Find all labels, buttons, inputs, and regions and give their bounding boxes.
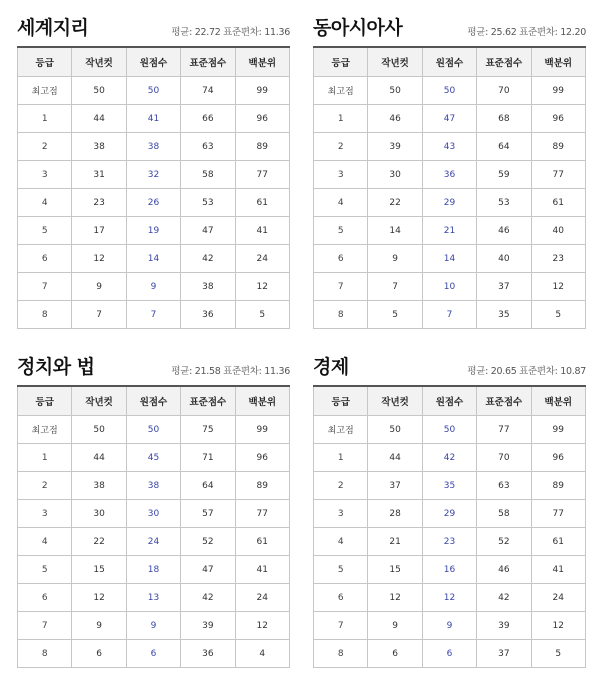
raw-score-cell: 42 — [422, 444, 476, 472]
column-header-standard-score: 표준점수 — [477, 47, 531, 77]
last-year-cut-cell: 30 — [368, 161, 422, 189]
subject-title: 세계지리 — [17, 17, 89, 39]
raw-score-cell: 26 — [126, 189, 180, 217]
table-row — [314, 273, 586, 301]
block-header — [313, 341, 586, 385]
percentile-cell: 61 — [235, 189, 289, 217]
table-row — [18, 528, 290, 556]
last-year-cut-cell: 44 — [72, 444, 126, 472]
block-header — [17, 2, 290, 46]
grade-cell: 2 — [18, 133, 72, 161]
table-row — [314, 444, 586, 472]
last-year-cut-cell: 28 — [368, 500, 422, 528]
standard-score-cell: 36 — [181, 301, 235, 329]
table-row — [18, 161, 290, 189]
percentile-cell: 96 — [531, 105, 585, 133]
grade-cell: 7 — [314, 612, 368, 640]
percentile-cell: 12 — [531, 273, 585, 301]
standard-score-cell: 58 — [477, 500, 531, 528]
percentile-cell: 5 — [531, 640, 585, 668]
last-year-cut-cell: 6 — [368, 640, 422, 668]
standard-score-cell: 74 — [181, 77, 235, 105]
percentile-cell: 24 — [235, 245, 289, 273]
last-year-cut-cell: 39 — [368, 133, 422, 161]
table-row — [18, 472, 290, 500]
raw-score-cell: 12 — [422, 584, 476, 612]
grade-cell: 4 — [18, 528, 72, 556]
percentile-cell: 99 — [531, 416, 585, 444]
standard-score-cell: 68 — [477, 105, 531, 133]
percentile-cell: 12 — [235, 612, 289, 640]
last-year-cut-cell: 15 — [72, 556, 126, 584]
raw-score-cell: 9 — [126, 273, 180, 301]
percentile-cell: 5 — [531, 301, 585, 329]
percentile-cell: 89 — [531, 133, 585, 161]
last-year-cut-cell: 50 — [368, 416, 422, 444]
column-header-last-year-cut: 작년컷 — [368, 47, 422, 77]
table-row — [18, 584, 290, 612]
last-year-cut-cell: 14 — [368, 217, 422, 245]
raw-score-cell: 36 — [422, 161, 476, 189]
grade-cell: 4 — [18, 189, 72, 217]
percentile-cell: 96 — [235, 444, 289, 472]
grade-cell: 8 — [18, 301, 72, 329]
table-row — [314, 217, 586, 245]
table-row — [18, 77, 290, 105]
last-year-cut-cell: 12 — [72, 245, 126, 273]
last-year-cut-cell: 21 — [368, 528, 422, 556]
grade-cell: 5 — [18, 556, 72, 584]
column-header-grade: 등급 — [314, 386, 368, 416]
percentile-cell: 96 — [531, 444, 585, 472]
table-row — [314, 556, 586, 584]
standard-score-cell: 42 — [181, 245, 235, 273]
percentile-cell: 24 — [235, 584, 289, 612]
raw-score-cell: 38 — [126, 472, 180, 500]
table-row — [18, 500, 290, 528]
raw-score-cell: 35 — [422, 472, 476, 500]
last-year-cut-cell: 50 — [72, 77, 126, 105]
raw-score-cell: 6 — [422, 640, 476, 668]
raw-score-cell: 14 — [126, 245, 180, 273]
percentile-cell: 99 — [235, 77, 289, 105]
standard-score-cell: 57 — [181, 500, 235, 528]
raw-score-cell: 9 — [422, 612, 476, 640]
percentile-cell: 77 — [235, 500, 289, 528]
grade-table — [313, 46, 586, 329]
table-row — [18, 133, 290, 161]
raw-score-cell: 7 — [422, 301, 476, 329]
block-header — [17, 341, 290, 385]
percentile-cell: 77 — [235, 161, 289, 189]
raw-score-cell: 18 — [126, 556, 180, 584]
grade-cell: 1 — [18, 105, 72, 133]
table-block-world-geography — [17, 2, 290, 329]
percentile-cell: 77 — [531, 500, 585, 528]
raw-score-cell: 16 — [422, 556, 476, 584]
standard-score-cell: 75 — [181, 416, 235, 444]
percentile-cell: 77 — [531, 161, 585, 189]
raw-score-cell: 7 — [126, 301, 180, 329]
last-year-cut-cell: 23 — [72, 189, 126, 217]
percentile-cell: 5 — [235, 301, 289, 329]
table-row — [18, 245, 290, 273]
standard-score-cell: 39 — [477, 612, 531, 640]
score-stats: 평균: 20.65 표준편차: 10.87 — [467, 366, 586, 377]
percentile-cell: 12 — [531, 612, 585, 640]
percentile-cell: 41 — [235, 217, 289, 245]
column-header-last-year-cut: 작년컷 — [72, 386, 126, 416]
table-block-politics-and-law — [17, 341, 290, 668]
last-year-cut-cell: 17 — [72, 217, 126, 245]
table-row — [314, 640, 586, 668]
percentile-cell: 23 — [531, 245, 585, 273]
table-row — [314, 416, 586, 444]
grade-cell: 5 — [314, 556, 368, 584]
table-row — [18, 217, 290, 245]
raw-score-cell: 50 — [126, 416, 180, 444]
grade-cell: 최고점 — [314, 77, 368, 105]
column-header-raw-score: 원점수 — [126, 47, 180, 77]
block-header — [313, 2, 586, 46]
percentile-cell: 24 — [531, 584, 585, 612]
table-block-economics — [313, 341, 586, 668]
last-year-cut-cell: 9 — [72, 273, 126, 301]
last-year-cut-cell: 5 — [368, 301, 422, 329]
percentile-cell: 96 — [235, 105, 289, 133]
header-row — [314, 386, 586, 416]
last-year-cut-cell: 7 — [368, 273, 422, 301]
column-header-raw-score: 원점수 — [422, 386, 476, 416]
subject-title: 정치와 법 — [17, 356, 95, 378]
grade-cell: 3 — [314, 161, 368, 189]
standard-score-cell: 53 — [181, 189, 235, 217]
last-year-cut-cell: 9 — [368, 245, 422, 273]
column-header-percentile: 백분위 — [531, 386, 585, 416]
last-year-cut-cell: 9 — [368, 612, 422, 640]
grade-cell: 1 — [314, 444, 368, 472]
standard-score-cell: 64 — [181, 472, 235, 500]
table-row — [314, 133, 586, 161]
grade-cell: 5 — [314, 217, 368, 245]
last-year-cut-cell: 31 — [72, 161, 126, 189]
table-row — [314, 245, 586, 273]
grade-cell: 6 — [314, 584, 368, 612]
grade-cell: 8 — [18, 640, 72, 668]
column-header-grade: 등급 — [18, 386, 72, 416]
table-row — [18, 612, 290, 640]
standard-score-cell: 52 — [181, 528, 235, 556]
grade-cell: 최고점 — [18, 416, 72, 444]
column-header-raw-score: 원점수 — [422, 47, 476, 77]
standard-score-cell: 47 — [181, 556, 235, 584]
percentile-cell: 61 — [531, 189, 585, 217]
table-row — [18, 556, 290, 584]
raw-score-cell: 32 — [126, 161, 180, 189]
raw-score-cell: 13 — [126, 584, 180, 612]
table-row — [18, 273, 290, 301]
table-row — [314, 77, 586, 105]
last-year-cut-cell: 44 — [368, 444, 422, 472]
table-row — [314, 584, 586, 612]
standard-score-cell: 42 — [181, 584, 235, 612]
grade-cell: 6 — [314, 245, 368, 273]
table-row — [18, 105, 290, 133]
percentile-cell: 99 — [531, 77, 585, 105]
grade-cell: 3 — [314, 500, 368, 528]
table-row — [18, 444, 290, 472]
score-stats: 평균: 25.62 표준편차: 12.20 — [467, 27, 586, 38]
grade-cell: 4 — [314, 528, 368, 556]
table-row — [314, 189, 586, 217]
header-row — [18, 47, 290, 77]
grade-cell: 6 — [18, 584, 72, 612]
table-row — [314, 472, 586, 500]
percentile-cell: 12 — [235, 273, 289, 301]
standard-score-cell: 66 — [181, 105, 235, 133]
grade-cell: 7 — [18, 273, 72, 301]
raw-score-cell: 45 — [126, 444, 180, 472]
standard-score-cell: 53 — [477, 189, 531, 217]
percentile-cell: 61 — [531, 528, 585, 556]
raw-score-cell: 43 — [422, 133, 476, 161]
grade-cell: 7 — [18, 612, 72, 640]
standard-score-cell: 59 — [477, 161, 531, 189]
grade-cell: 2 — [314, 133, 368, 161]
standard-score-cell: 63 — [181, 133, 235, 161]
grade-cell: 8 — [314, 640, 368, 668]
column-header-raw-score: 원점수 — [126, 386, 180, 416]
standard-score-cell: 38 — [181, 273, 235, 301]
table-row — [314, 161, 586, 189]
grade-table — [313, 385, 586, 668]
raw-score-cell: 10 — [422, 273, 476, 301]
percentile-cell: 41 — [531, 556, 585, 584]
standard-score-cell: 36 — [181, 640, 235, 668]
standard-score-cell: 71 — [181, 444, 235, 472]
table-row — [18, 301, 290, 329]
standard-score-cell: 46 — [477, 217, 531, 245]
grade-cell: 4 — [314, 189, 368, 217]
header-row — [314, 47, 586, 77]
grade-cell: 3 — [18, 500, 72, 528]
standard-score-cell: 40 — [477, 245, 531, 273]
raw-score-cell: 30 — [126, 500, 180, 528]
grade-cell: 2 — [314, 472, 368, 500]
raw-score-cell: 14 — [422, 245, 476, 273]
last-year-cut-cell: 22 — [368, 189, 422, 217]
percentile-cell: 89 — [531, 472, 585, 500]
grade-cell: 최고점 — [18, 77, 72, 105]
standard-score-cell: 64 — [477, 133, 531, 161]
standard-score-cell: 37 — [477, 640, 531, 668]
raw-score-cell: 19 — [126, 217, 180, 245]
column-header-standard-score: 표준점수 — [181, 47, 235, 77]
table-row — [314, 500, 586, 528]
standard-score-cell: 52 — [477, 528, 531, 556]
standard-score-cell: 46 — [477, 556, 531, 584]
grade-cell: 5 — [18, 217, 72, 245]
last-year-cut-cell: 38 — [72, 133, 126, 161]
standard-score-cell: 70 — [477, 444, 531, 472]
last-year-cut-cell: 50 — [368, 77, 422, 105]
raw-score-cell: 24 — [126, 528, 180, 556]
table-row — [314, 301, 586, 329]
raw-score-cell: 38 — [126, 133, 180, 161]
grade-cell: 1 — [314, 105, 368, 133]
score-stats: 평균: 22.72 표준편차: 11.36 — [171, 27, 290, 38]
percentile-cell: 61 — [235, 528, 289, 556]
subject-title: 경제 — [313, 356, 349, 378]
last-year-cut-cell: 15 — [368, 556, 422, 584]
last-year-cut-cell: 37 — [368, 472, 422, 500]
raw-score-cell: 9 — [126, 612, 180, 640]
table-block-east-asian-history — [313, 2, 586, 329]
raw-score-cell: 6 — [126, 640, 180, 668]
last-year-cut-cell: 22 — [72, 528, 126, 556]
table-row — [314, 528, 586, 556]
table-row — [314, 612, 586, 640]
standard-score-cell: 37 — [477, 273, 531, 301]
percentile-cell: 4 — [235, 640, 289, 668]
last-year-cut-cell: 12 — [72, 584, 126, 612]
standard-score-cell: 58 — [181, 161, 235, 189]
last-year-cut-cell: 46 — [368, 105, 422, 133]
grade-cell: 3 — [18, 161, 72, 189]
raw-score-cell: 50 — [422, 77, 476, 105]
column-header-percentile: 백분위 — [235, 386, 289, 416]
column-header-standard-score: 표준점수 — [181, 386, 235, 416]
standard-score-cell: 47 — [181, 217, 235, 245]
header-row — [18, 386, 290, 416]
raw-score-cell: 41 — [126, 105, 180, 133]
raw-score-cell: 29 — [422, 500, 476, 528]
table-row — [18, 640, 290, 668]
last-year-cut-cell: 7 — [72, 301, 126, 329]
grade-cell: 8 — [314, 301, 368, 329]
grade-cell: 2 — [18, 472, 72, 500]
table-row — [18, 416, 290, 444]
standard-score-cell: 77 — [477, 416, 531, 444]
subject-title: 동아시아사 — [313, 17, 403, 39]
percentile-cell: 99 — [235, 416, 289, 444]
grade-table — [17, 385, 290, 668]
raw-score-cell: 50 — [126, 77, 180, 105]
standard-score-cell: 35 — [477, 301, 531, 329]
standard-score-cell: 39 — [181, 612, 235, 640]
standard-score-cell: 42 — [477, 584, 531, 612]
grade-table — [17, 46, 290, 329]
last-year-cut-cell: 6 — [72, 640, 126, 668]
standard-score-cell: 70 — [477, 77, 531, 105]
last-year-cut-cell: 44 — [72, 105, 126, 133]
raw-score-cell: 50 — [422, 416, 476, 444]
grade-cell: 1 — [18, 444, 72, 472]
percentile-cell: 89 — [235, 472, 289, 500]
last-year-cut-cell: 9 — [72, 612, 126, 640]
raw-score-cell: 23 — [422, 528, 476, 556]
last-year-cut-cell: 12 — [368, 584, 422, 612]
grade-cell: 6 — [18, 245, 72, 273]
grade-cell: 7 — [314, 273, 368, 301]
grade-cell: 최고점 — [314, 416, 368, 444]
column-header-standard-score: 표준점수 — [477, 386, 531, 416]
column-header-grade: 등급 — [18, 47, 72, 77]
raw-score-cell: 21 — [422, 217, 476, 245]
last-year-cut-cell: 50 — [72, 416, 126, 444]
column-header-last-year-cut: 작년컷 — [72, 47, 126, 77]
raw-score-cell: 29 — [422, 189, 476, 217]
column-header-last-year-cut: 작년컷 — [368, 386, 422, 416]
column-header-grade: 등급 — [314, 47, 368, 77]
percentile-cell: 89 — [235, 133, 289, 161]
table-row — [18, 189, 290, 217]
percentile-cell: 40 — [531, 217, 585, 245]
column-header-percentile: 백분위 — [531, 47, 585, 77]
column-header-percentile: 백분위 — [235, 47, 289, 77]
percentile-cell: 41 — [235, 556, 289, 584]
score-stats: 평균: 21.58 표준편차: 11.36 — [171, 366, 290, 377]
last-year-cut-cell: 38 — [72, 472, 126, 500]
raw-score-cell: 47 — [422, 105, 476, 133]
last-year-cut-cell: 30 — [72, 500, 126, 528]
table-row — [314, 105, 586, 133]
standard-score-cell: 63 — [477, 472, 531, 500]
